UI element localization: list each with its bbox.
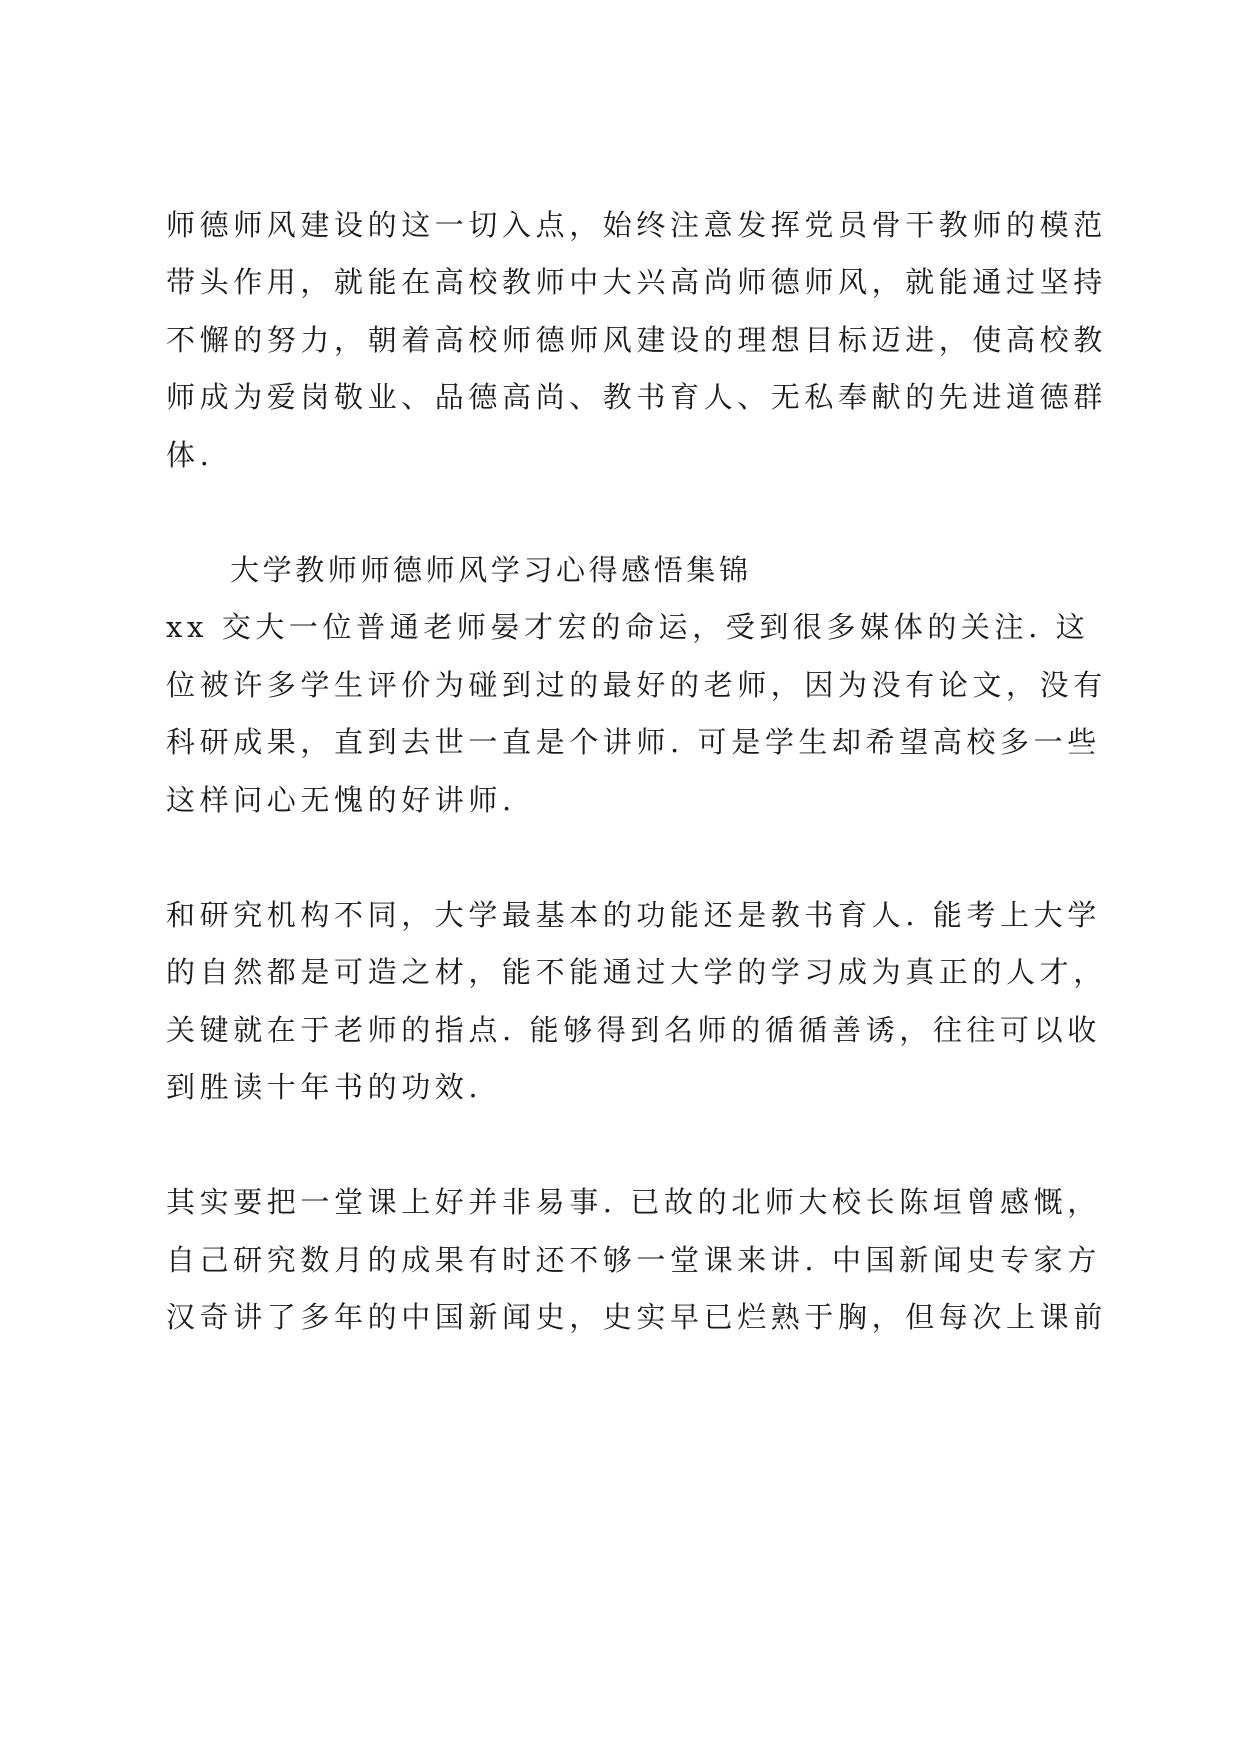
paragraph-2-line-3: 科研成果，直到去世一直是个讲师. 可是学生却希望高校多一些 <box>166 725 1101 759</box>
paragraph-3-line-2: 的自然都是可造之材，能不能通过大学的学习成为真正的人才， <box>166 955 1107 989</box>
paragraph-2-line-4: 这样问心无愧的好讲师. <box>166 783 516 817</box>
paragraph-1-line-3: 不懈的努力，朝着高校师德师风建设的理想目标迈进，使高校教 <box>166 323 1107 357</box>
paragraph-1-line-2: 带头作用，就能在高校教师中大兴高尚师德师风，就能通过坚持 <box>166 265 1107 299</box>
paragraph-3-line-1: 和研究机构不同，大学最基本的功能还是教书育人. 能考上大学 <box>166 898 1101 932</box>
paragraph-1-line-4: 师成为爱岗敬业、品德高尚、教书育人、无私奉献的先进道德群 <box>166 380 1107 414</box>
paragraph-1-line-1: 师德师风建设的这一切入点，始终注意发挥党员骨干教师的模范 <box>166 208 1107 242</box>
paragraph-1-line-5: 体. <box>166 438 214 472</box>
paragraph-4-line-2: 自己研究数月的成果有时还不够一堂课来讲. 中国新闻史专家方 <box>166 1243 1101 1277</box>
paragraph-3-line-4: 到胜读十年书的功效. <box>166 1070 483 1104</box>
section-heading: 大学教师师德师风学习心得感悟集锦 <box>230 553 752 587</box>
paragraph-3-line-3: 关键就在于老师的指点. 能够得到名师的循循善诱，往往可以收 <box>166 1013 1101 1047</box>
paragraph-2-line-1: xx 交大一位普通老师晏才宏的命运，受到很多媒体的关注. 这 <box>166 610 1090 644</box>
paragraph-2-line-2: 位被许多学生评价为碰到过的最好的老师，因为没有论文，没有 <box>166 668 1107 702</box>
paragraph-4-line-1: 其实要把一堂课上好并非易事. 已故的北师大校长陈垣曾感慨， <box>166 1185 1101 1219</box>
paragraph-4-line-3: 汉奇讲了多年的中国新闻史，史实早已烂熟于胸，但每次上课前 <box>166 1300 1107 1334</box>
